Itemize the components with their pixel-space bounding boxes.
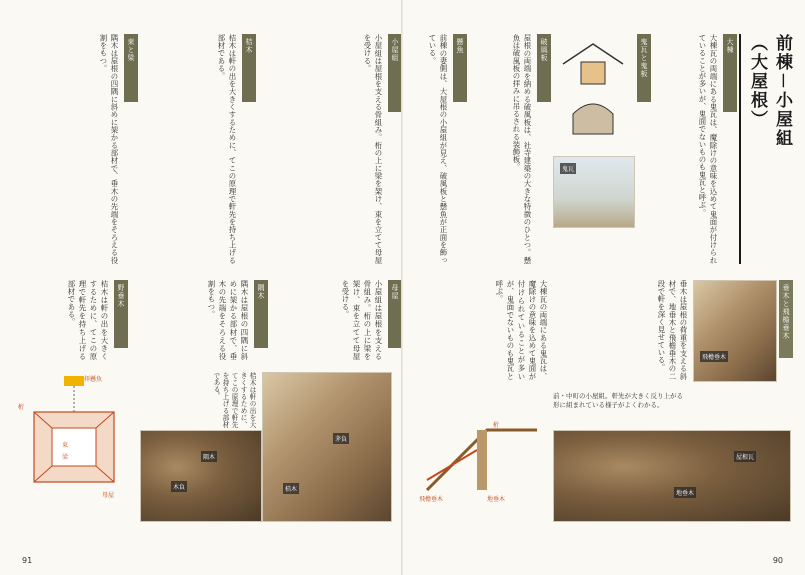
diagram-label: 拝懸魚 bbox=[84, 376, 103, 383]
section-head: 母屋 bbox=[388, 280, 402, 348]
diagram-label: 束 bbox=[62, 442, 69, 449]
right-page bbox=[403, 0, 805, 575]
body-text: 前棟の妻側は、大屋根の小屋組が見え、破風板と懸魚が正面を飾っている。 bbox=[428, 34, 448, 264]
section-head: 束と梁 bbox=[124, 34, 138, 102]
diagram-label: 母屋 bbox=[102, 492, 115, 499]
body-text: 隅木は屋根の四隅に斜めに架かる部材で、垂木の先端をそろえる役割をもつ。 bbox=[99, 34, 119, 264]
photo-tag: 茅負 bbox=[333, 433, 349, 444]
section-head: 桔木 bbox=[242, 34, 256, 102]
photo-beams bbox=[693, 280, 777, 382]
photo-bracket bbox=[262, 372, 392, 522]
section-head: 懸魚 bbox=[453, 34, 467, 102]
body-text: 桔木は軒の出を大きくするために、てこの原理で軒先を持ち上げる部材である。 bbox=[217, 34, 237, 264]
photo-tag: 隅木 bbox=[201, 451, 217, 462]
section-head: 小屋組 bbox=[388, 34, 402, 112]
diagram-label: 地垂木 bbox=[487, 496, 506, 503]
left-page bbox=[0, 0, 402, 575]
photo-caption-box: 前・中町の小屋組。軒先が大きく反り上がる形に組まれている様子がよくわかる。 bbox=[553, 392, 683, 409]
section-head: 大棟 bbox=[723, 34, 737, 112]
diagram-label: 桁 bbox=[18, 404, 25, 411]
ridge-diagram-svg bbox=[553, 34, 633, 154]
body-text: 大棟瓦の両端にある鬼瓦は、魔除けの意味を込めて鬼面が付けられていることが多いが、鬼面でないものも鬼瓦と呼ぶ。 bbox=[698, 34, 718, 264]
section-head: 垂木と飛檐垂木 bbox=[779, 280, 793, 358]
section-head: 破風板 bbox=[537, 34, 551, 102]
photo-roof-frame bbox=[553, 430, 791, 522]
diagram-label: 飛檐垂木 bbox=[419, 496, 444, 503]
diagram-label: 桁 bbox=[493, 422, 500, 429]
page-number: 91 bbox=[22, 556, 33, 565]
photo-tag: 木負 bbox=[171, 481, 187, 492]
caption-text: 桔木は軒の出を大きくするために、てこの原理で軒先を持ち上げる部材である。 bbox=[212, 372, 256, 428]
section-head: 野垂木 bbox=[114, 280, 128, 348]
photo-tag: 屋根瓦 bbox=[734, 451, 756, 462]
body-text: 垂木は屋根の荷重を支える斜材で、地垂木と飛檐垂木の二段で軒を深く見せている。 bbox=[657, 280, 688, 380]
photo-tag: 桔木 bbox=[283, 483, 299, 494]
plan-diagram bbox=[14, 372, 134, 512]
page-title: 前棟－小屋組（大屋根） bbox=[747, 34, 792, 148]
ridge-diagram bbox=[553, 34, 633, 154]
section-head: 隅木 bbox=[254, 280, 268, 348]
title-rule bbox=[739, 34, 741, 264]
body-text: 小屋組は屋根を支える骨組み。桁の上に梁を架け、束を立てて母屋を受ける。 bbox=[341, 280, 383, 360]
page-number: 90 bbox=[772, 556, 783, 565]
photo-tag: 地垂木 bbox=[674, 487, 696, 498]
diagram-label: 梁 bbox=[62, 454, 69, 461]
photo-tag: 飛檐垂木 bbox=[700, 351, 728, 362]
photo-tag: 鬼瓦 bbox=[560, 163, 576, 174]
rafter-diagram bbox=[417, 390, 547, 510]
body-text: 隅木は屋根の四隅に斜めに架かる部材で、垂木の先端をそろえる役割をもつ。 bbox=[207, 280, 249, 360]
body-text: 桔木は軒の出を大きくするために、てこの原理で軒先を持ち上げる部材である。 bbox=[67, 280, 109, 360]
body-text: 大棟瓦の両端にある鬼瓦は、魔除けの意味を込めて鬼面が付けられていることが多いが、鬼面でないものも鬼瓦と呼ぶ。 bbox=[495, 280, 548, 380]
body-text: 屋根の両端を納める破風板は、社寺建築の大きな特徴のひとつ。懸魚は破風板の拝みに吊るされる装飾板。 bbox=[512, 34, 532, 264]
body-text: 小屋組は屋根を支える骨組み。桁の上に梁を架け、束を立てて母屋を受ける。 bbox=[363, 34, 383, 264]
section-head: 鬼瓦と鬼板 bbox=[637, 34, 651, 102]
photo-rafters bbox=[140, 430, 262, 522]
photo-onigawara bbox=[553, 156, 635, 228]
plan-diagram-svg bbox=[14, 372, 134, 512]
rafter-diagram-svg bbox=[417, 390, 547, 510]
